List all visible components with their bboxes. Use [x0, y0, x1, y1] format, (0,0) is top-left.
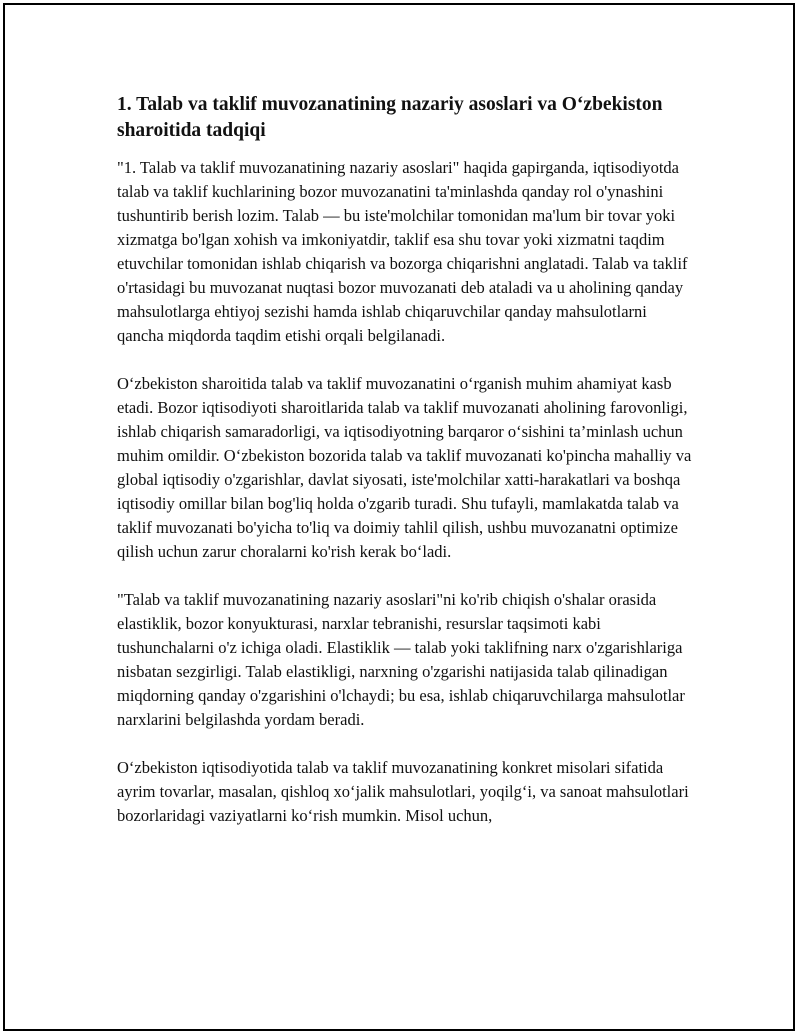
paragraph-3: "Talab va taklif muvozanatining nazariy asoslari"ni ko'rib chiqish o'shalar orasida elastiklik, bozor konyukturasi, narxlar tebranishi, resurslar taqsimoti kabi tushunchalarni o'z ichiga oladi. Elastiklik — talab yoki taklifning narx o'zgarishlariga nisbatan sezgirligi. Talab elastikligi, narxning o'zgarishi natijasida talab qilinadigan miqdorning qanday o'zgarishini o'lchaydi; bu esa, ishlab chiqaruvchilarga mahsulotlar narxlarini belgilashda yordam beradi.: [117, 590, 685, 729]
paragraph-1: "1. Talab va taklif muvozanatining nazariy asoslari" haqida gapirganda, iqtisodiyotda talab va taklif kuchlarining bozor muvozanatini ta'minlashda qanday rol o'ynashini tushuntirib berish lozim. Talab — bu iste'molchilar tomonidan ma'lum bir tovar yoki xizmatga bo'lgan xohish va imkoniyatdir, taklif esa shu tovar yoki xizmatni taqdim etuvchilar tomonidan ishlab chiqarish va bozorga chiqarishni anglatadi. Talab va taklif o'rtasidagi bu muvozanat nuqtasi bozor muvozanati deb ataladi va u aholining qanday mahsulotlarga ehtiyoj sezishi hamda ishlab chiqaruvchilar qanday mahsulotlarni qancha miqdorda taqdim etishi orqali belgilanadi.: [117, 158, 688, 345]
paragraph-2: O‘zbekiston sharoitida talab va taklif muvozanatini o‘rganish muhim ahamiyat kasb etadi. Bozor iqtisodiyoti sharoitlarida talab va taklif muvozanati aholining farovonligi, ishlab chiqarish samaradorligi, va iqtisodiyotning barqaror o‘sishini ta’minlash uchun muhim omildir. O‘zbekiston bozorida talab va taklif muvozanati ko'pincha mahalliy va global iqtisodiy o'zgarishlar, davlat siyosati, iste'molchilar xatti-harakatlari va boshqa iqtisodiy omillar bilan bog'liq holda o'zgarib turadi. Shu tufayli, mamlakatda talab va taklif muvozanati bo'yicha to'liq va doimiy tahlil qilish, ushbu muvozanatni optimize qilish uchun zarur choralarni ko'rish kerak bo‘ladi.: [117, 374, 692, 561]
paragraph-4: O‘zbekiston iqtisodiyotida talab va taklif muvozanatining konkret misolari sifatida ayrim tovarlar, masalan, qishloq xo‘jalik mahsulotlari, yoqilg‘i, va sanoat mahsulotlari bozorlaridagi vaziyatlarni ko‘rish mumkin. Misol uchun,: [117, 758, 689, 825]
document-body: [117, 92, 697, 852]
page-title: 1. Talab va taklif muvozanatining nazariy asoslari va O‘zbekiston sharoitida tadqiqi: [117, 94, 663, 141]
